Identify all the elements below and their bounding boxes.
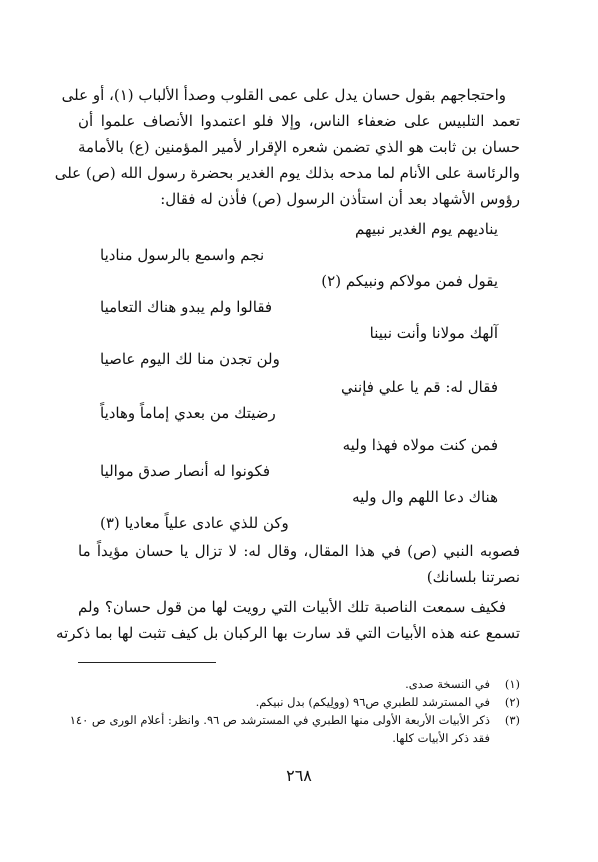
verse-hemistich: فقال له: قم يا علي فإنني	[341, 378, 498, 396]
verse-hemistich: ولن تجدن منا لك اليوم عاصيا	[100, 350, 280, 368]
verse-hemistich: آلهك مولانا وأنت نبينا	[369, 324, 498, 342]
text-line: والرئاسة على الأنام لما مدحه بذلك يوم الغدير بحضرة رسول الله (ص) على	[54, 164, 520, 182]
verse-hemistich: رضيتك من بعدي إماماً وهادياً	[100, 404, 276, 422]
footnote	[78, 676, 520, 693]
text-line: تعمد التلبيس على ضعفاء الناس، وإلا فلو اعتمدوا الأنصاف علموا أن	[78, 112, 520, 130]
verse-hemistich: فكونوا له أنصار صدق مواليا	[100, 462, 271, 480]
footnote-separator	[78, 662, 216, 663]
footnote-text: ذكر الأبيات الأربعة الأولى منها الطبري في المسترشد ص ٩٦. وانظر: أعلام الورى ص ١٤٠	[69, 713, 490, 727]
footnote-number: (١)	[504, 677, 520, 691]
footnote-text: في المسترشد للطبري ص٩٦ (وولِيكم) بدل نبيكم.	[255, 695, 490, 709]
footnote	[78, 730, 520, 747]
footnote-number: (٢)	[504, 695, 520, 709]
page-number: ٢٦٨	[286, 766, 312, 785]
verse-hemistich: يناديهم يوم الغدير نبيهم	[355, 220, 498, 238]
verse-hemistich: فقالوا ولم يبدو هناك التعاميا	[100, 298, 273, 316]
footnote-text: في النسخة صدى.	[405, 677, 490, 691]
text-line: نصرتنا بلسانك)	[426, 568, 520, 586]
footnote-text: فقد ذكر الأبيات كلها.	[392, 731, 490, 745]
verse-hemistich: هناك دعا اللهم وال وليه	[352, 488, 498, 506]
text-line: تسمع عنه هذه الأبيات التي قد سارت بها الركبان بل كيف تثبت لها بما ذكرته	[56, 624, 520, 642]
text-line: فكيف سمعت الناصبة تلك الأبيات التي رويت لها من قول حسان؟ ولم	[78, 598, 506, 616]
verse-hemistich: وكن للذي عادى علياً معاديا (٣)	[100, 514, 289, 532]
text-line: فصوبه النبي (ص) في هذا المقال، وقال له: لا تزال يا حسان مؤيداً ما	[78, 542, 520, 560]
footnote	[69, 712, 520, 729]
footnote-number: (٣)	[504, 713, 520, 727]
verse-hemistich: فمن كنت مولاه فهذا وليه	[342, 436, 498, 454]
text-line: واحتجاجهم بقول حسان يدل على عمى القلوب وصدأ الألباب (١)، أو على	[61, 86, 506, 104]
verse-hemistich: نجم واسمع بالرسول مناديا	[100, 246, 265, 264]
verse-hemistich: يقول فمن مولاكم ونبيكم (٢)	[321, 272, 498, 290]
text-line: رؤوس الأشهاد بعد أن استأذن الرسول (ص) فأذن له فقال:	[160, 190, 520, 208]
footnote	[78, 694, 520, 711]
text-line: حسان بن ثابت هو الذي تضمن شعره الإقرار لأمير المؤمنين (ع) بالأمامة	[78, 138, 520, 156]
